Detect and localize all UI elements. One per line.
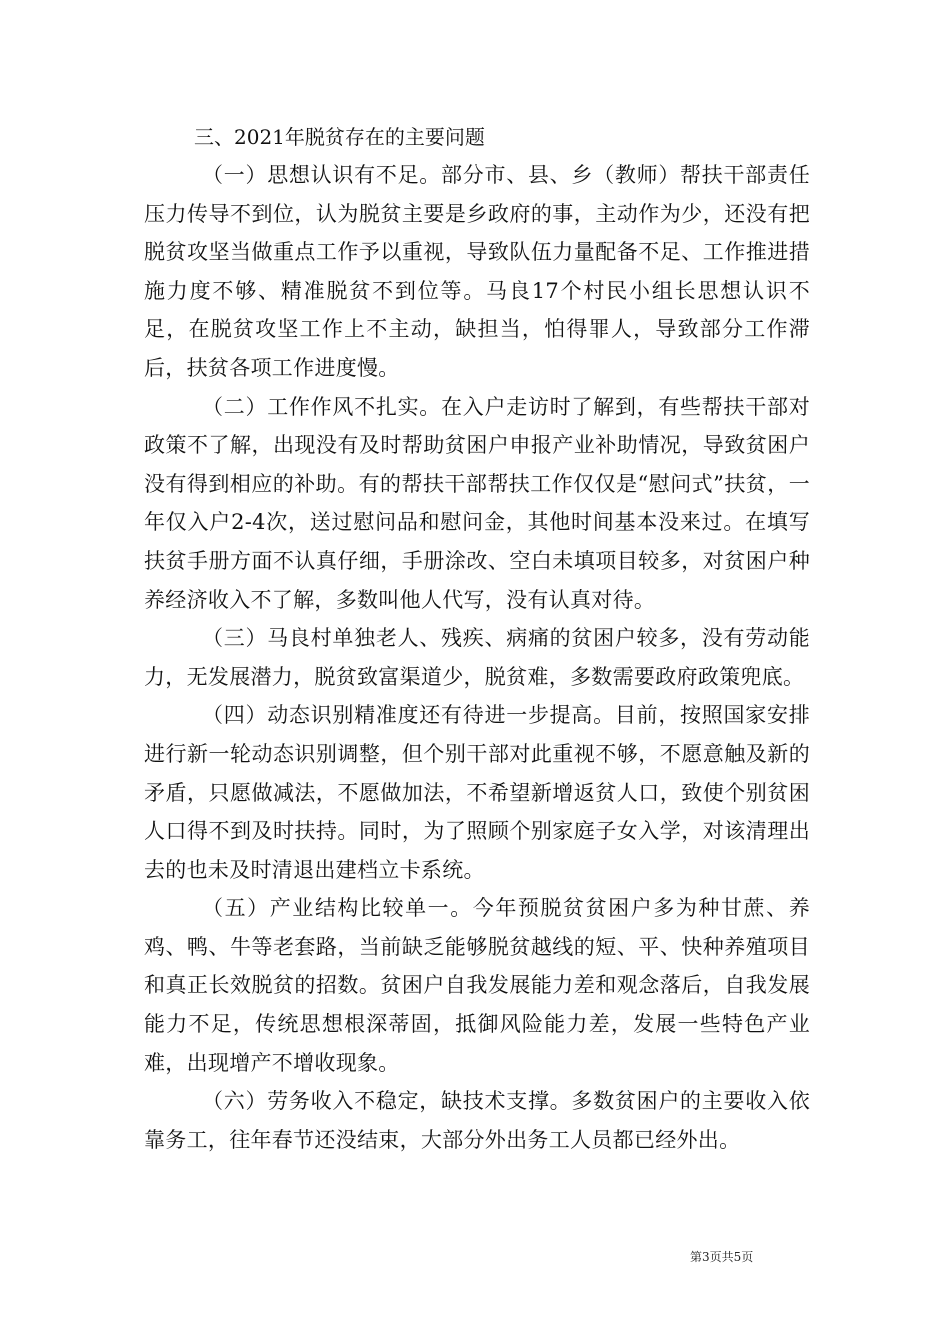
page-number: 第3页共5页 bbox=[690, 1250, 754, 1264]
paragraph-2: （二）工作作风不扎实。在入户走访时了解到，有些帮扶干部对政策不了解，出现没有及时帮助贫困户申报产业补助情况，导致贫困户没有得到相应的补助。有的帮扶干部帮扶工作仅仅是“慰问式”扶贫，一年仅入户2-4次，送过慰问品和慰问金，其他时间基本没来过。在填写扶贫手册方面不认真仔细，手册涂改、空白未填项目较多，对贫困户种养经济收入不了解，多数叫他人代写，没有认真对待。 bbox=[144, 394, 810, 612]
section-heading: 三、2021年脱贫存在的主要问题 bbox=[194, 125, 485, 149]
paragraph-4: （四）动态识别精准度还有待进一步提高。目前，按照国家安排进行新一轮动态识别调整，但个别干部对此重视不够，不愿意触及新的矛盾，只愿做减法，不愿做加法，不希望新增返贫人口，致使个别贫困人口得不到及时扶持。同时，为了照顾个别家庭子女入学，对该清理出去的也未及时清退出建档立卡系统。 bbox=[144, 703, 810, 882]
paragraph-3: （三）马良村单独老人、残疾、病痛的贫困户较多，没有劳动能力，无发展潜力，脱贫致富渠道少，脱贫难，多数需要政府政策兜底。 bbox=[144, 626, 810, 689]
paragraph-5: （五）产业结构比较单一。今年预脱贫贫困户多为种甘蔗、养鸡、鸭、牛等老套路，当前缺乏能够脱贫越线的短、平、快种养殖项目和真正长效脱贫的招数。贫困户自我发展能力差和观念落后，自我发展能力不足，传统思想根深蒂固，抵御风险能力差，发展一些特色产业难，出现增产不增收现象。 bbox=[144, 896, 810, 1075]
paragraph-1: （一）思想认识有不足。部分市、县、乡（教师）帮扶干部责任压力传导不到位，认为脱贫主要是乡政府的事，主动作为少，还没有把脱贫攻坚当做重点工作予以重视，导致队伍力量配备不足、工作推进措施力度不够、精准脱贫不到位等。马良17个村民小组长思想认识不足，在脱贫攻坚工作上不主动，缺担当，怕得罪人，导致部分工作滞后，扶贫各项工作进度慢。 bbox=[144, 163, 810, 380]
paragraph-6: （六）劳务收入不稳定，缺技术支撑。多数贫困户的主要收入依靠务工，往年春节还没结束，大部分外出务工人员都已经外出。 bbox=[144, 1089, 810, 1152]
document-body bbox=[144, 118, 810, 1159]
